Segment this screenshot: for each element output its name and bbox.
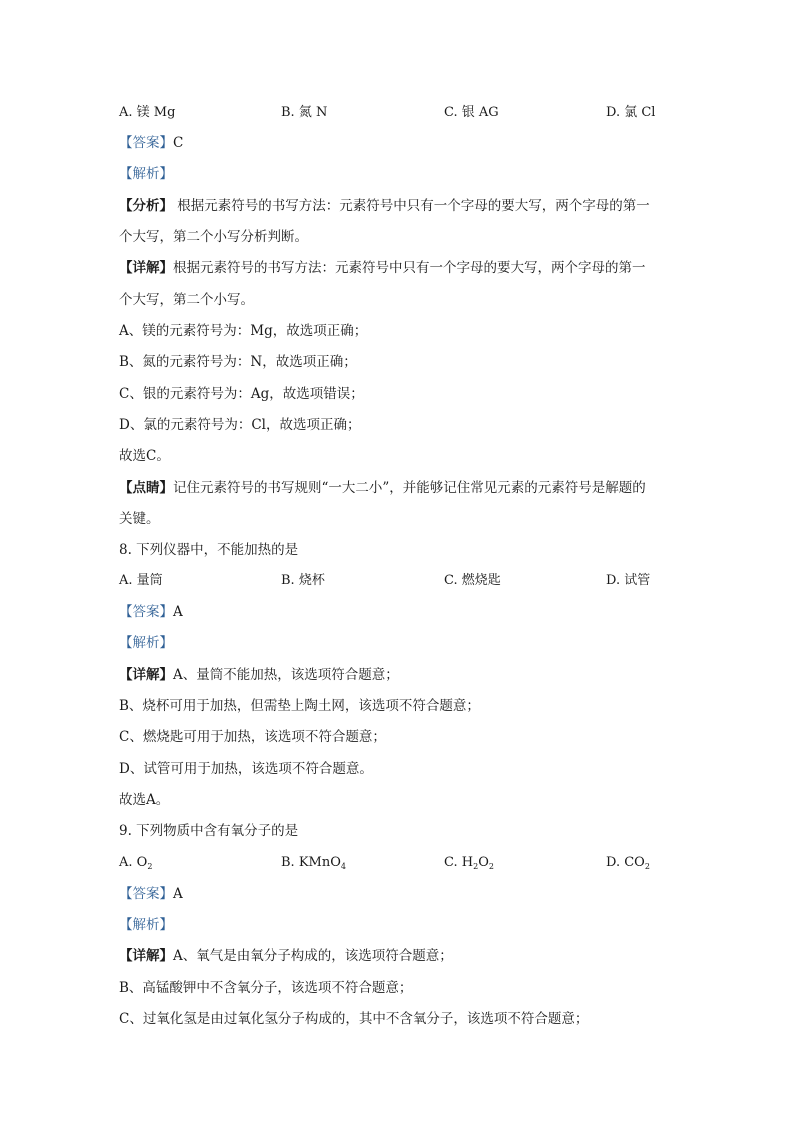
q9-option-a: A. $O_2$	[119, 855, 153, 871]
q8-conclusion: 故选A。	[119, 792, 170, 808]
xiangjie-tag: 【详解】	[119, 260, 173, 276]
q9-answer	[119, 885, 183, 903]
xiangjie-text: A、氧气是由氧分子构成的，该选项符合题意；	[173, 948, 453, 964]
q8-explain-c: C、燃烧匙可用于加热，该选项不符合题意；	[119, 729, 386, 745]
q9-xiangjie-line1	[119, 947, 453, 965]
q7-explain-d: D、氯的元素符号为：Cl，故选项正确；	[119, 417, 361, 433]
q7-answer	[119, 134, 183, 152]
q9-explain-b: B、高锰酸钾中不含氧分子，该选项不符合题意；	[119, 980, 413, 996]
q7-options	[119, 104, 719, 122]
answer-value: C	[173, 135, 184, 151]
q7-xiangjie-line2: 个大写，第二个小写。	[119, 292, 254, 308]
q9-options	[119, 854, 719, 872]
q9-option-b: B. KMnO$_4$	[281, 855, 346, 871]
q8-xiangjie-line1	[119, 666, 399, 684]
q8-analysis-tag: 【解析】	[119, 635, 173, 651]
q7-option-d: D. 氯 Cl	[606, 105, 656, 120]
q8-option-d: D. 试管	[606, 573, 651, 588]
dianjing-text: 记住元素符号的书写规则“一大二小”，并能够记住常见元素的元素符号是解题的	[173, 480, 646, 496]
fenxi-text: 根据元素符号的书写方法：元素符号中只有一个字母的要大写，两个字母的第一	[173, 198, 650, 214]
q9-option-d: D. $CO_2$	[606, 855, 650, 871]
answer-value: A	[173, 604, 183, 620]
q9-question: 9. 下列物质中含有氧分子的是	[119, 823, 299, 839]
q7-xiangjie-line1	[119, 259, 646, 277]
answer-value: A	[173, 886, 183, 902]
q7-explain-c: C、银的元素符号为：Ag，故选项错误；	[119, 386, 364, 402]
dianjing-tag: 【点睛】	[119, 480, 173, 496]
answer-tag: 【答案】	[119, 886, 173, 902]
xiangjie-tag: 【详解】	[119, 667, 173, 683]
q7-conclusion: 故选C。	[119, 448, 170, 464]
q7-option-b: B. 氮 N	[281, 105, 328, 120]
q7-explain-b: B、氮的元素符号为：N，故选项正确；	[119, 354, 357, 370]
q8-option-a: A. 量筒	[119, 573, 163, 588]
q7-explain-a: A、镁的元素符号为：Mg，故选项正确；	[119, 323, 368, 339]
answer-tag: 【答案】	[119, 135, 173, 151]
q7-analysis-tag: 【解析】	[119, 166, 173, 182]
q7-fenxi-line2: 个大写，第二个小写分析判断。	[119, 229, 308, 245]
q7-dianjing-line1	[119, 479, 646, 497]
q8-option-c: C. 燃烧匙	[444, 573, 501, 588]
q7-dianjing-line2: 关键。	[119, 511, 160, 527]
q8-option-b: B. 烧杯	[281, 573, 325, 588]
q9-explain-c: C、过氧化氢是由过氧化氢分子构成的，其中不含氧分子，该选项不符合题意；	[119, 1011, 589, 1027]
fenxi-tag: 【分析】	[119, 198, 173, 214]
answer-tag: 【答案】	[119, 604, 173, 620]
xiangjie-tag: 【详解】	[119, 948, 173, 964]
xiangjie-text: 根据元素符号的书写方法：元素符号中只有一个字母的要大写，两个字母的第一	[173, 260, 646, 276]
q7-fenxi-line1	[119, 197, 650, 215]
xiangjie-text: A、量筒不能加热，该选项符合题意；	[173, 667, 399, 683]
q7-option-c: C. 银 AG	[444, 105, 499, 120]
q8-answer	[119, 603, 183, 621]
q9-analysis-tag: 【解析】	[119, 917, 173, 933]
q9-option-c: C. $H_2O_2$	[444, 855, 494, 871]
q8-explain-b: B、烧杯可用于加热，但需垫上陶土网，该选项不符合题意；	[119, 698, 480, 714]
q8-options	[119, 572, 719, 590]
q7-option-a: A. 镁 Mg	[119, 105, 176, 120]
q8-explain-d: D、试管可用于加热，该选项不符合题意。	[119, 761, 373, 777]
q8-question: 8. 下列仪器中，不能加热的是	[119, 542, 299, 558]
